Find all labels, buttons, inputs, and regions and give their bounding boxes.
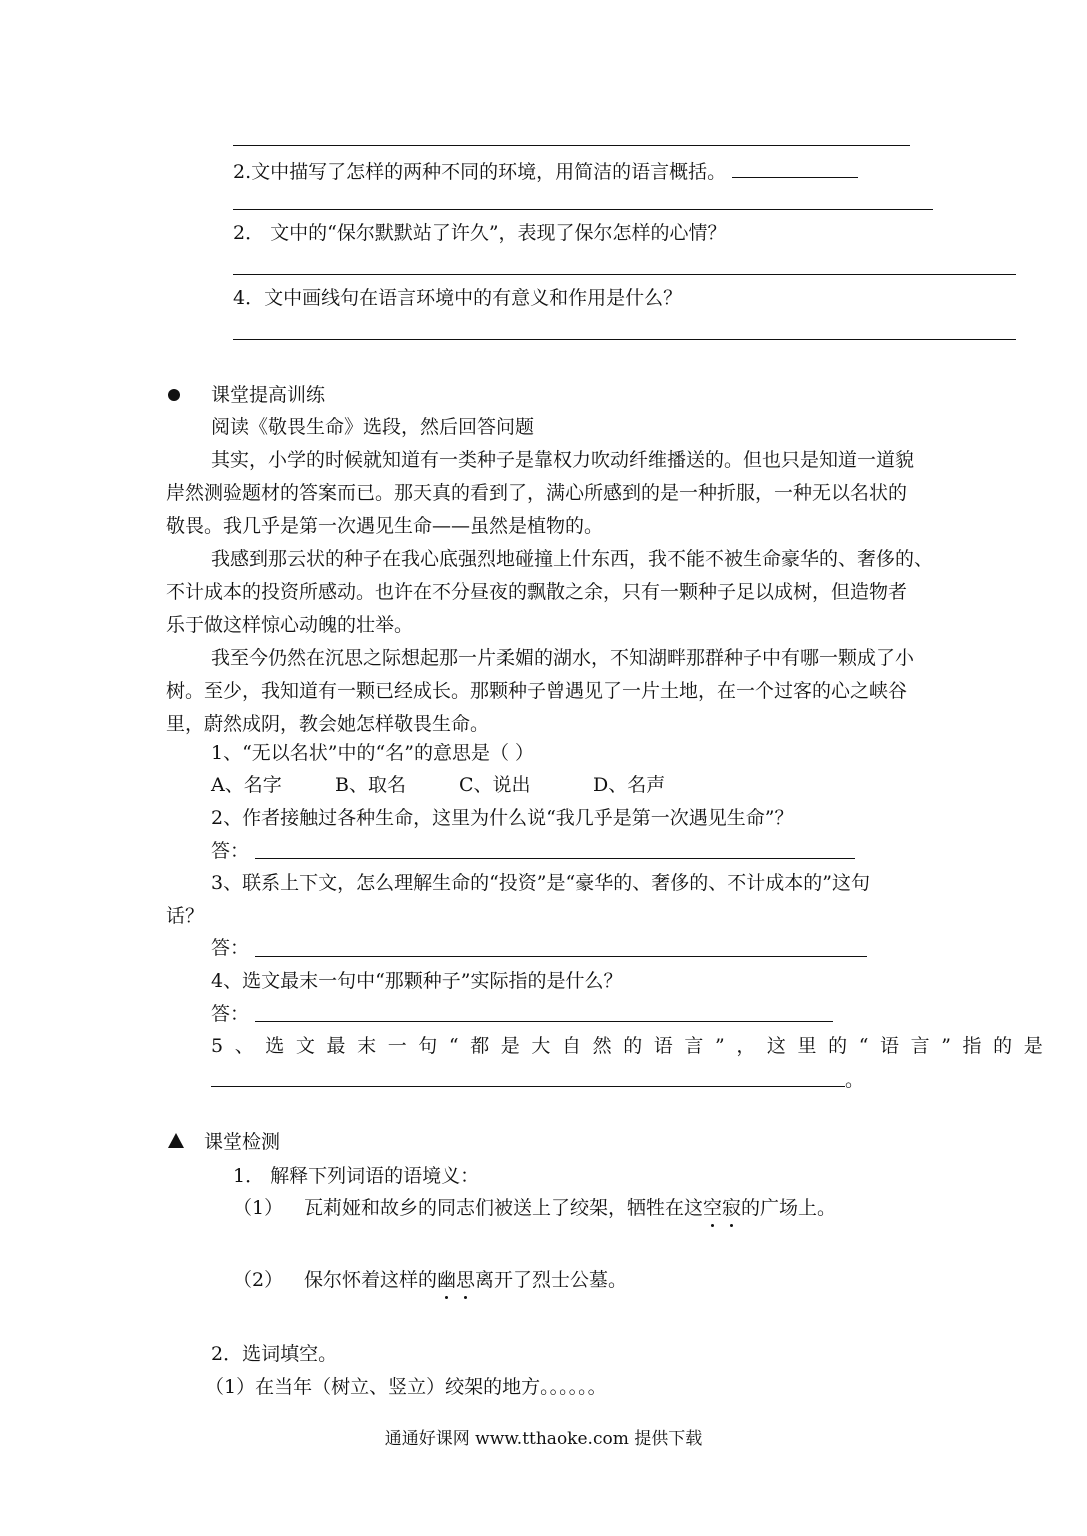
emphasis-char: 幽	[437, 1269, 457, 1291]
passage-line: 敬畏。我几乎是第一次遇见生命——虽然是植物的。	[166, 515, 604, 537]
question-3-line1: 3、联系上下文，怎么理解生命的“投资”是“豪华的、奢侈的、不计成本的”这句	[211, 872, 870, 894]
passage-line: 其实，小学的时候就知道有一类种子是靠权力吹动纤维播送的。但也只是知道一道貌	[211, 449, 915, 471]
question-1-options	[211, 773, 665, 797]
check-sub-2-num: （2）	[233, 1269, 284, 1291]
question-5-end: 。	[845, 1069, 865, 1091]
question-3-line2: 话？	[166, 905, 205, 927]
option-a[interactable]: A、名字	[211, 774, 282, 796]
sentence-text: 瓦莉娅和故乡的同志们被送上了绞架，牺牲在这	[304, 1197, 704, 1219]
question-4: 4、选文最末一句中“那颗种子”实际指的是什么？	[211, 970, 623, 992]
section-title-check: 课堂检测	[204, 1131, 281, 1153]
answer-line	[233, 145, 910, 146]
check-sub-1-num: （1）	[233, 1197, 284, 1219]
option-c[interactable]: C、说出	[459, 774, 531, 796]
check-item-1: 1． 解释下列词语的语境义：	[233, 1165, 480, 1187]
answer-line[interactable]	[255, 956, 867, 957]
reading-intro: 阅读《敬畏生命》选段，然后回答问题	[211, 416, 535, 438]
answer-line	[233, 209, 933, 210]
passage-line: 不计成本的投资所感动。也许在不分昼夜的飘散之余，只有一颗种子足以成树，但造物者	[166, 581, 908, 603]
bullet-icon	[168, 389, 180, 401]
answer-label: 答：	[211, 840, 250, 862]
option-d[interactable]: D、名声	[593, 774, 666, 796]
answer-line[interactable]	[255, 1021, 833, 1022]
passage-line: 里，蔚然成阴，教会她怎样敬畏生命。	[166, 713, 490, 735]
option-b[interactable]: B、取名	[335, 774, 406, 796]
sentence-text: 保尔怀着这样的	[304, 1269, 438, 1291]
check-sub-2	[304, 1268, 627, 1292]
emphasis-char: 思	[456, 1269, 476, 1291]
inline-answer-blank[interactable]	[732, 157, 858, 178]
answer-line[interactable]	[211, 1086, 845, 1087]
answer-label: 答：	[211, 937, 250, 959]
question-2-environment	[233, 157, 858, 184]
question-2-mood: 2． 文中的“保尔默默站了许久”，表现了保尔怎样的心情？	[233, 222, 727, 244]
answer-line	[233, 339, 1016, 340]
passage-line: 树。至少，我知道有一颗已经成长。那颗种子曾遇见了一片土地，在一个过客的心之峡谷	[166, 680, 908, 702]
page-footer: 通通好课网 www.tthaoke.com 提供下载	[384, 1429, 703, 1449]
passage-line: 我感到那云状的种子在我心底强烈地碰撞上什东西，我不能不被生命豪华的、奢侈的、	[211, 548, 934, 570]
question-1: 1、“无以名状”中的“名”的意思是（ ）	[211, 742, 534, 764]
question-5: 5、选文最末一句“都是大自然的语言”，这里的“语言”指的是	[211, 1035, 1055, 1057]
question-text: 2.文中描写了怎样的两种不同的环境，用简洁的语言概括。	[233, 161, 727, 183]
passage-line: 我至今仍然在沉思之际想起那一片柔媚的湖水，不知湖畔那群种子中有哪一颗成了小	[211, 647, 915, 669]
answer-line	[233, 274, 1016, 275]
emphasis-char: 寂	[722, 1197, 742, 1219]
question-2: 2、作者接触过各种生命，这里为什么说“我几乎是第一次遇见生命”？	[211, 807, 794, 829]
emphasis-char: 空	[703, 1197, 723, 1219]
answer-line[interactable]	[255, 858, 855, 859]
answer-label: 答：	[211, 1003, 250, 1025]
sentence-text: 的广场上。	[741, 1197, 837, 1219]
section-title-improvement: 课堂提高训练	[211, 384, 326, 406]
check-sub-1	[304, 1196, 836, 1220]
question-4-underlined: 4．文中画线句在语言环境中的有意义和作用是什么？	[233, 287, 683, 309]
check-item-2-sub-1: （1）在当年（树立、竖立）绞架的地方。。。。。。	[205, 1376, 607, 1398]
reading-passage	[166, 444, 1016, 741]
passage-line: 岸然测验题材的答案而已。那天真的看到了，满心所感到的是一种折服，一种无以名状的	[166, 482, 908, 504]
check-item-2: 2．选词填空。	[211, 1343, 338, 1365]
passage-line: 乐于做这样惊心动魄的壮举。	[166, 614, 414, 636]
sentence-text: 离开了烈士公墓。	[475, 1269, 628, 1291]
triangle-icon	[168, 1133, 184, 1148]
